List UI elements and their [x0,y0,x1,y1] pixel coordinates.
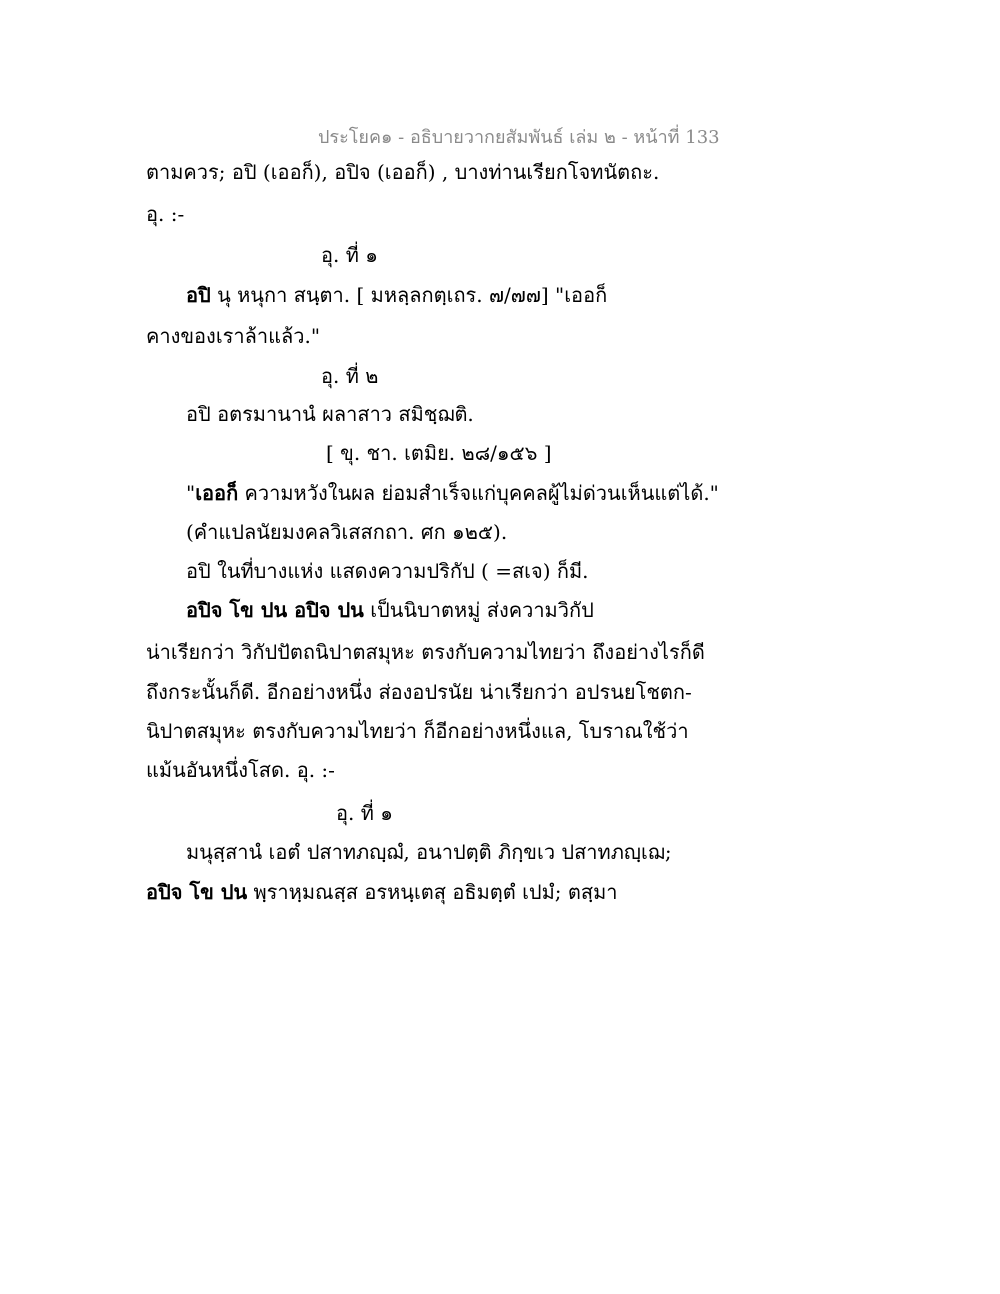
text-line: อปิ อตรมานานํ ผลาสาว สมิชฺฌติ. [186,402,474,426]
bold-term: อปิจ โข ปน [146,880,248,904]
text-line: ถึงกระนั้นก็ดี. อีกอย่างหนึ่ง ส่องอปรนัย น่าเรียกว่า อปรนยโชตก- [146,680,692,704]
text-line [186,481,719,505]
text-span: " [186,481,196,505]
text-span: เป็นนิบาตหมู่ ส่งความวิกัป [363,598,594,622]
text-line [186,598,594,622]
bold-term: เออก็ [195,481,239,505]
example-heading: อุ. ที่ ๑ [336,801,393,825]
text-line: แม้นอันหนึ่งโสด. อุ. :- [146,758,335,782]
text-line: ตามควร; อปิ (เออก็), อปิจ (เออก็) , บางท่านเรียกโจทนัตถะ. [146,160,660,184]
text-line: น่าเรียกว่า วิกัปปัตถนิปาตสมุหะ ตรงกับความไทยว่า ถึงอย่างไรก็ดี [146,640,705,664]
text-line [186,283,607,307]
text-line: มนุสฺสานํ เอตํ ปสาทภญฺฌํ, อนาปตฺติ ภิกฺขเว ปสาทภญฺเฌ; [186,840,672,864]
citation: [ ขุ. ชา. เตมิย. ๒๘/๑๕๖ ] [326,441,552,465]
text-span: พฺราหฺมณสฺส อรหนฺเตสุ อธิมตฺตํ เปมํ; ตสฺมา [247,880,618,904]
text-span: ความหวังในผล ย่อมสำเร็จแก่บุคคลผู้ไม่ด่วนเห็นแต่ได้." [238,481,719,505]
text-line [146,880,618,904]
example-heading: อุ. ที่ ๒ [321,364,379,388]
text-line: คางของเราล้าแล้ว." [146,324,321,348]
page-header: ประโยค๑ - อธิบายวากยสัมพันธ์ เล่ม ๒ - หน้าที่ 133 [318,127,720,148]
text-line: อปิ ในที่บางแห่ง แสดงความปริกัป ( =สเจ) ก็มี. [186,559,589,583]
text-line: นิปาตสมุหะ ตรงกับความไทยว่า ก็อีกอย่างหนึ่งแล, โบราณใช้ว่า [146,719,689,743]
example-heading: อุ. ที่ ๑ [321,243,378,267]
bold-term: อปิจ โข ปน อปิจ ปน [186,598,364,622]
bold-term: อปิ [186,283,211,307]
example-marker: อุ. :- [146,202,185,226]
text-span: นุ หนุกา สนฺตา. [ มหลฺลกตฺเถร. ๗/๗๗] "เออก็ [210,283,608,307]
citation: (คำแปลนัยมงคลวิเสสกถา. ศก ๑๒๕). [186,520,508,544]
